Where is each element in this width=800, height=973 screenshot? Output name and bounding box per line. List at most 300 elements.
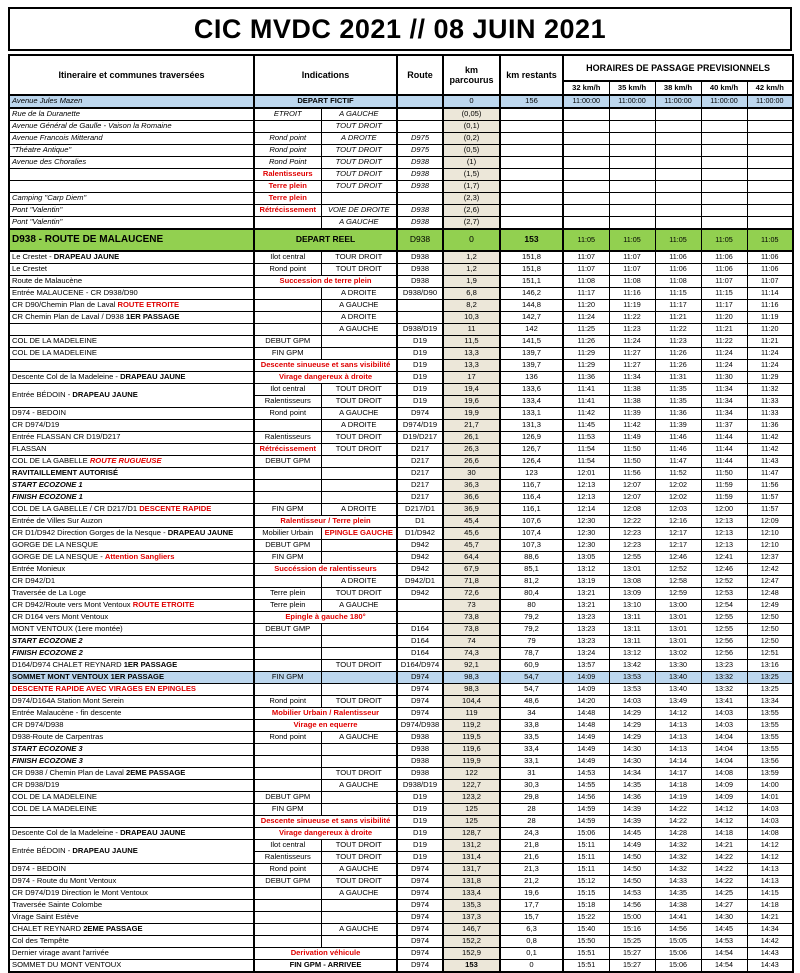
km-parcourus-cell: 26,1 [443,432,500,444]
km-restants-cell: 151,8 [500,251,563,264]
time-cell: 11:15 [655,288,701,300]
itinerary-cell [9,133,254,145]
km-parcourus-cell: 131,4 [443,852,500,864]
indication-left-cell [254,217,321,230]
time-cell: 14:53 [563,768,609,780]
indication-right-cell: A GAUCHE [321,408,397,420]
text-segment: ROUTE RUGUEUSE [89,456,162,466]
time-cell: 14:03 [701,708,747,720]
time-cell [747,133,793,145]
itinerary-cell: Entrée MALAUCENE - CR D938/D90 [9,288,254,300]
time-cell: 12:23 [609,528,655,540]
time-cell: 14:30 [609,744,655,756]
km-parcourus-cell: 1,2 [443,251,500,264]
text-segment: 1ER PASSAGE [123,660,178,670]
time-cell [701,133,747,145]
time-cell: 12:00 [701,504,747,516]
indication-right-cell: A DROITE [321,420,397,432]
itinerary-cell: D974 - BEDOIN [9,408,254,420]
table-row [9,276,793,288]
km-parcourus-line1: km [465,64,479,75]
indication-right-cell [321,217,397,230]
indication-right-cell: TOUT DROIT [321,588,397,600]
time-cell: 14:49 [563,744,609,756]
time-cell: 14:35 [655,888,701,900]
time-cell: 13:59 [747,768,793,780]
time-cell: 11:08 [609,276,655,288]
time-cell [609,108,655,121]
time-cell: 14:35 [609,780,655,792]
time-cell: 12:30 [563,540,609,552]
km-restants-cell: 15,7 [500,912,563,924]
indication-right-cell [321,684,397,696]
time-cell [655,157,701,169]
time-cell: 11:21 [655,312,701,324]
time-cell: 15:18 [563,900,609,912]
km-restants-cell: 34 [500,708,563,720]
time-cell [701,108,747,121]
time-cell [701,121,747,133]
time-cell [701,169,747,181]
text-segment: CR D90/Chemin Plan de Laval [12,300,118,310]
time-cell: 13:01 [655,612,701,624]
time-cell: 11:30 [701,372,747,384]
km-parcourus-cell: 74,3 [443,648,500,660]
time-cell: 14:56 [609,900,655,912]
route-cell [397,600,443,612]
itinerary-cell: CR D938/D19 [9,780,254,792]
route-cell [397,157,443,169]
time-cell: 11:16 [747,300,793,312]
km-restants-cell: 28 [500,804,563,816]
route-cell: D217 [397,456,443,468]
time-cell: 12:47 [747,576,793,588]
route-cell: D974 [397,900,443,912]
itinerary-cell [9,636,254,648]
indication-right-cell: TOUT DROIT [321,852,397,864]
text-segment: Pont "Valentin" [12,217,63,227]
itinerary-cell: Entrée FLASSAN CR D19/D217 [9,432,254,444]
km-parcourus-cell: 13,3 [443,348,500,360]
text-segment: FINISH ECOZONE 2 [12,648,83,658]
indication-right-cell: A DROITE [321,504,397,516]
text-segment: DESCENTE RAPIDE AVEC VIRAGES EN EPINGLES [12,684,196,694]
km-restants-cell: 79 [500,636,563,648]
itinerary-cell [9,217,254,230]
text-segment: Le Crestet - [12,252,54,262]
time-cell [609,121,655,133]
time-cell: 14:50 [609,852,655,864]
itinerary-cell [9,504,254,516]
text-segment: CR D938 / Chemin Plan de Laval [12,768,126,778]
time-cell: 14:33 [655,876,701,888]
time-cell: 12:02 [655,480,701,492]
indication-right-cell: TOUT DROIT [321,696,397,708]
km-parcourus-cell: 21,7 [443,420,500,432]
itinerary-cell [9,181,254,193]
time-cell: 12:13 [563,480,609,492]
time-cell: 12:48 [747,588,793,600]
km-restants-cell: 79,2 [500,612,563,624]
time-cell: 14:53 [609,888,655,900]
km-restants-cell: 156 [500,95,563,108]
time-cell: 15:15 [563,888,609,900]
route-cell: D217 [397,468,443,480]
time-cell: 14:59 [563,816,609,828]
indication-right-cell [321,133,397,145]
time-cell: 11:20 [701,312,747,324]
text-segment: DEPART REEL [295,234,356,245]
route-cell: D974 [397,672,443,684]
table-row [9,696,793,708]
time-cell: 13:23 [563,624,609,636]
km-parcourus-cell: 36,3 [443,480,500,492]
indication-right-cell [321,145,397,157]
time-cell: 11:50 [701,468,747,480]
table-row [9,181,793,193]
time-cell: 13:21 [563,588,609,600]
time-cell: 11:16 [609,288,655,300]
time-cell [747,145,793,157]
time-cell: 12:07 [609,492,655,504]
time-cell: 12:08 [609,504,655,516]
route-cell: D19 [397,840,443,852]
table-row [9,840,793,852]
text-segment: Rétrécissement [259,444,317,454]
indication-left-cell: Terre plein [254,600,321,612]
time-cell: 11:00:00 [609,95,655,108]
time-cell: 13:23 [701,660,747,672]
time-cell: 12:16 [655,516,701,528]
col-header-indications: Indications [254,55,397,95]
text-segment: DRAPEAU JAUNE [72,846,138,856]
time-cell: 12:02 [655,492,701,504]
text-segment: DRAPEAU JAUNE [72,390,138,400]
table-row [9,108,793,121]
indication-right-cell [321,624,397,636]
time-cell: 13:16 [747,660,793,672]
route-cell [397,612,443,624]
time-cell [747,108,793,121]
col-header-itinerary: Itineraire et communes traversées [9,55,254,95]
col-header-speed-35-km-h: 35 km/h [609,81,655,95]
text-segment: Entrée BÉDOIN - [12,390,73,400]
km-parcourus-cell: 6,8 [443,288,500,300]
time-cell: 13:01 [655,636,701,648]
col-header-horaires: HORAIRES DE PASSAGE PREVISIONNELS [563,55,793,81]
time-cell: 11:23 [655,336,701,348]
indication-left-cell [254,169,321,181]
indication-left-cell: Terre plein [254,588,321,600]
route-cell: D942 [397,564,443,576]
itinerary-cell [9,816,254,828]
km-parcourus-cell: 119,5 [443,732,500,744]
time-cell: 12:03 [655,504,701,516]
indication-left-cell [254,636,321,648]
indication-right-cell: A GAUCHE [321,864,397,876]
km-restants-cell: 88,6 [500,552,563,564]
indication-span-cell [254,360,397,372]
time-cell: 14:43 [747,948,793,960]
km-restants-cell [500,217,563,230]
time-cell: 13:32 [701,684,747,696]
time-cell: 11:33 [747,396,793,408]
time-cell: 14:08 [701,768,747,780]
itinerary-cell: Entrée Monieux [9,564,254,576]
time-cell: 14:08 [747,828,793,840]
time-cell: 13:01 [655,624,701,636]
text-segment: Rond point [269,145,307,155]
indication-left-cell [254,756,321,768]
time-cell: 11:33 [747,408,793,420]
time-cell: 12:07 [609,480,655,492]
time-cell: 11:07 [563,251,609,264]
km-restants-cell: 33,1 [500,756,563,768]
km-restants-cell: 78,7 [500,648,563,660]
km-parcourus-cell: 45,6 [443,528,500,540]
indication-right-cell: TOUT DROIT [321,840,397,852]
time-cell: 12:23 [609,540,655,552]
route-cell: D942 [397,540,443,552]
km-parcourus-cell: 19,4 [443,384,500,396]
time-cell: 11:22 [609,312,655,324]
km-parcourus-cell: (2,3) [443,193,500,205]
indication-right-cell [321,336,397,348]
time-cell: 14:12 [747,840,793,852]
time-cell: 11:31 [655,372,701,384]
time-cell: 11:14 [747,288,793,300]
time-cell: 12:50 [747,612,793,624]
km-parcourus-cell: 1,9 [443,276,500,288]
table-row [9,480,793,492]
km-restants-cell: 133,1 [500,408,563,420]
km-parcourus-cell: 131,2 [443,840,500,852]
time-cell: 15:05 [655,936,701,948]
route-cell [397,193,443,205]
time-cell [609,217,655,230]
text-segment: COL DE LA GABELLE [12,456,90,466]
route-timetable [8,54,794,973]
time-cell: 11:06 [655,251,701,264]
time-cell [609,157,655,169]
route-cell: D938 [397,768,443,780]
table-row [9,121,793,133]
table-row [9,888,793,900]
text-segment: DRAPEAU JAUNE [167,528,234,538]
text-segment: GORGE DE LA NESQUE - [12,552,105,562]
itinerary-cell [9,312,254,324]
time-cell: 12:41 [701,552,747,564]
time-cell: 11:20 [747,324,793,336]
time-cell: 14:30 [701,912,747,924]
indication-right-cell: A GAUCHE [321,732,397,744]
time-cell: 11:06 [701,251,747,264]
time-cell: 13:40 [655,684,701,696]
table-row [9,588,793,600]
table-row [9,816,793,828]
km-parcourus-cell: 0 [443,229,500,251]
time-cell [655,133,701,145]
km-restants-cell: 29,8 [500,792,563,804]
time-cell: 11:54 [563,444,609,456]
time-cell: 13:01 [609,564,655,576]
time-cell [563,108,609,121]
time-cell: 14:09 [563,672,609,684]
time-cell: 11:07 [609,264,655,276]
itinerary-cell: CR D974/D19 Direction le Mont Ventoux [9,888,254,900]
time-cell: 13:23 [563,636,609,648]
table-row [9,648,793,660]
time-cell: 11:42 [609,420,655,432]
indication-left-cell [254,912,321,924]
time-cell [655,121,701,133]
km-restants-cell: 60,9 [500,660,563,672]
time-cell: 11:00:00 [747,95,793,108]
indication-right-cell [321,792,397,804]
km-parcourus-cell: 10,3 [443,312,500,324]
table-row [9,792,793,804]
time-cell: 15:16 [609,924,655,936]
indication-left-cell [254,684,321,696]
time-cell: 14:04 [701,732,747,744]
km-parcourus-cell: 45,7 [443,540,500,552]
itinerary-cell: COL DE LA MADELEINE [9,804,254,816]
indication-right-cell: A DROITE [321,288,397,300]
time-cell: 14:48 [563,720,609,732]
time-cell: 13:25 [747,684,793,696]
time-cell: 11:34 [701,384,747,396]
text-segment: Avenue des Choralies [12,157,87,167]
time-cell: 14:59 [563,804,609,816]
text-segment: TOUT DROIT [335,145,382,155]
time-cell: 15:11 [563,840,609,852]
itinerary-cell [9,648,254,660]
route-cell: D1/D942 [397,528,443,540]
time-cell: 14:21 [701,840,747,852]
indication-left-cell [254,205,321,217]
km-restants-cell: 133,4 [500,396,563,408]
time-cell: 15:51 [563,960,609,973]
text-segment: FIN GPM - ARRIVEE [289,960,362,970]
time-cell: 14:22 [655,816,701,828]
itinerary-cell: SOMMET DU MONT VENTOUX [9,960,254,973]
time-cell: 14:30 [609,756,655,768]
route-cell [397,95,443,108]
time-cell: 13:55 [747,708,793,720]
table-row [9,348,793,360]
time-cell [701,217,747,230]
route-cell: D938 [397,276,443,288]
time-cell: 11:59 [701,492,747,504]
time-cell: 12:46 [655,552,701,564]
time-cell: 13:09 [609,588,655,600]
time-cell: 11:50 [609,456,655,468]
km-parcourus-line2: parcourus [449,75,494,85]
indication-right-cell: A GAUCHE [321,780,397,792]
itinerary-cell [9,768,254,780]
km-parcourus-cell: 72,6 [443,588,500,600]
route-cell: D19 [397,816,443,828]
text-segment: Derivation véhicule [290,948,361,958]
time-cell: 11:44 [701,432,747,444]
table-row [9,900,793,912]
time-cell: 13:12 [609,648,655,660]
route-cell [397,108,443,121]
time-cell: 11:06 [655,264,701,276]
km-parcourus-cell: (2,7) [443,217,500,230]
time-cell [563,121,609,133]
km-restants-cell [500,145,563,157]
time-cell: 14:49 [563,732,609,744]
itinerary-cell: CR D942/D1 [9,576,254,588]
route-cell: D974 [397,408,443,420]
time-cell: 11:42 [747,444,793,456]
table-row [9,948,793,960]
km-restants-cell: 142,7 [500,312,563,324]
time-cell: 11:21 [747,336,793,348]
km-parcourus-cell: 11 [443,324,500,336]
km-parcourus-cell: 152,2 [443,936,500,948]
km-parcourus-cell [443,960,500,973]
time-cell: 11:07 [701,276,747,288]
route-cell: D974 [397,708,443,720]
table-row [9,960,793,973]
route-cell: D217/D1 [397,504,443,516]
time-cell: 11:27 [609,348,655,360]
time-cell: 12:13 [563,492,609,504]
km-restants-cell [500,157,563,169]
time-cell: 14:22 [701,852,747,864]
time-cell: 11:05 [563,229,609,251]
text-segment: Rue de la Duranette [12,109,80,119]
time-cell: 11:36 [563,372,609,384]
table-row [9,384,793,396]
text-segment: 153 [465,960,478,970]
table-row [9,540,793,552]
table-row [9,157,793,169]
col-header-km-restants: km restants [500,55,563,95]
km-restants-cell: 136 [500,372,563,384]
time-cell [655,181,701,193]
km-restants-cell: 144,8 [500,300,563,312]
time-cell: 11:07 [747,276,793,288]
km-parcourus-cell: 64,4 [443,552,500,564]
time-cell: 11:59 [701,480,747,492]
km-parcourus-cell: (2,6) [443,205,500,217]
time-cell: 11:49 [609,432,655,444]
time-cell: 13:40 [655,672,701,684]
text-segment: "Théatre Antique" [12,145,72,155]
itinerary-cell [9,95,254,108]
time-cell: 13:10 [609,600,655,612]
time-cell: 11:00:00 [563,95,609,108]
km-parcourus-cell: 92,1 [443,660,500,672]
itinerary-cell [9,360,254,372]
table-row [9,624,793,636]
text-segment: Rond point [269,133,307,143]
route-cell: D164/D974 [397,660,443,672]
route-cell [397,133,443,145]
time-cell: 11:57 [747,504,793,516]
itinerary-cell [9,372,254,384]
text-segment: D938 [410,181,430,191]
time-cell: 11:29 [747,372,793,384]
table-row [9,720,793,732]
text-segment: Mobilier Urbain / Ralentisseur [271,708,380,718]
indication-left-cell [254,768,321,780]
time-cell: 15:06 [655,960,701,973]
route-cell: D938 [397,756,443,768]
